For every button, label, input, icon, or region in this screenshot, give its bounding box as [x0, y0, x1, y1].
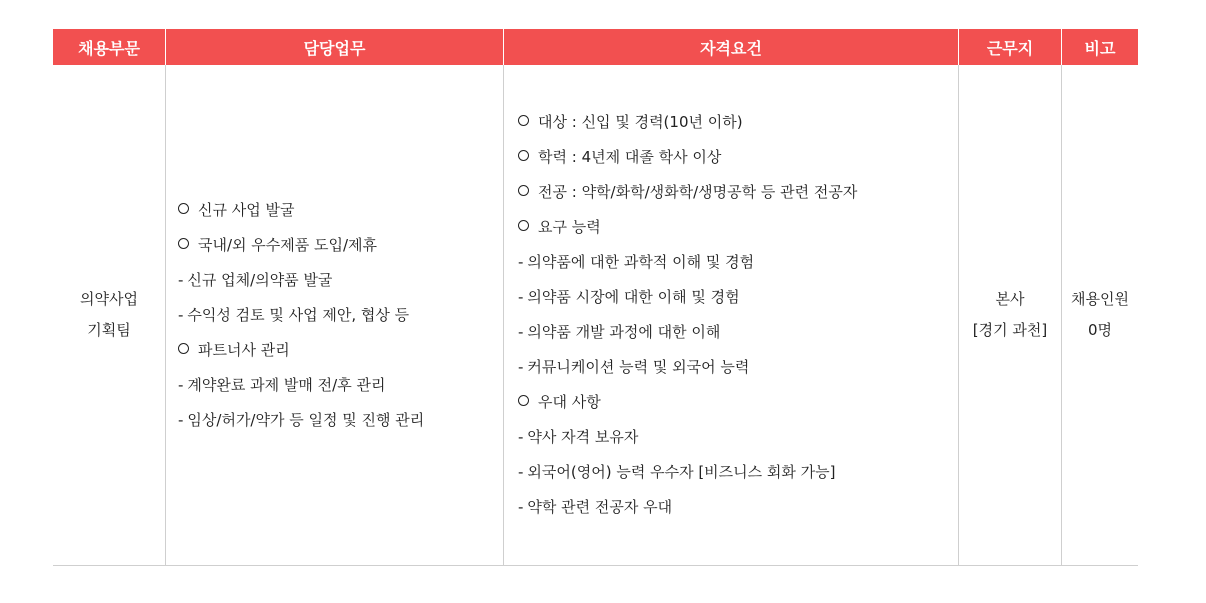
department-line: 의약사업: [80, 290, 138, 308]
table-header: [53, 29, 1138, 65]
dash-bullet: -: [178, 305, 184, 324]
circle-bullet-icon: [178, 343, 189, 354]
list-item: [518, 210, 857, 245]
dash-bullet: -: [178, 270, 184, 289]
list-item-text: 커뮤니케이션 능력 및 외국어 능력: [527, 358, 750, 376]
duties-cell: [166, 65, 504, 565]
list-item-text: 약학 관련 전공자 우대: [527, 498, 673, 516]
circle-bullet-icon: [518, 185, 529, 196]
list-item-text: 신규 사업 발굴: [198, 200, 295, 219]
list-item: [518, 420, 857, 455]
dash-bullet: -: [518, 323, 524, 341]
location-line: 본사: [995, 290, 1025, 308]
list-item: [518, 490, 857, 525]
list-item: [178, 193, 424, 228]
duties-list: [166, 193, 424, 438]
list-item-text: 국내/외 우수제품 도입/제휴: [198, 235, 378, 254]
location-cell: [959, 65, 1062, 565]
list-item: [178, 298, 424, 333]
list-item: [178, 333, 424, 368]
department-cell: [53, 65, 166, 565]
list-item-text: 의약품 시장에 대한 이해 및 경험: [527, 288, 740, 306]
list-item-text: 전공 : 약학/화학/생화학/생명공학 등 관련 전공자: [538, 183, 858, 201]
list-item: [518, 315, 857, 350]
header-note: 비고: [1084, 38, 1116, 58]
dash-bullet: -: [518, 463, 524, 481]
dash-bullet: -: [518, 428, 524, 446]
list-item-text: 약사 자격 보유자: [527, 428, 639, 446]
list-item-text: 신규 업체/의약품 발굴: [187, 270, 333, 289]
circle-bullet-icon: [178, 203, 189, 214]
list-item-text: 대상 : 신입 및 경력(10년 이하): [538, 113, 743, 131]
list-item-text: 학력 : 4년제 대졸 학사 이상: [538, 148, 722, 166]
header-requirements: 자격요건: [504, 29, 959, 65]
list-item-text: 의약품에 대한 과학적 이해 및 경험: [527, 253, 755, 271]
requirements-list: [504, 105, 857, 525]
list-item: [518, 245, 857, 280]
note-line: 0명: [1087, 321, 1113, 339]
location-line: [경기 과천]: [972, 321, 1048, 339]
dash-bullet: -: [178, 410, 184, 429]
circle-bullet-icon: [518, 115, 529, 126]
list-item: [178, 368, 424, 403]
list-item-text: 외국어(영어) 능력 우수자 [비즈니스 회화 가능]: [527, 463, 836, 481]
circle-bullet-icon: [518, 395, 529, 406]
list-item: [518, 385, 857, 420]
table-row: [53, 65, 1138, 566]
list-item-text: 요구 능력: [538, 218, 601, 236]
list-item-text: 계약완료 과제 발매 전/후 관리: [187, 375, 386, 394]
circle-bullet-icon: [518, 150, 529, 161]
list-item: [518, 455, 857, 490]
list-item: [178, 263, 424, 298]
list-item: [518, 350, 857, 385]
header-location: 근무지: [959, 29, 1062, 65]
list-item: [518, 175, 857, 210]
list-item-text: 의약품 개발 과정에 대한 이해: [527, 323, 721, 341]
list-item-text: 수익성 검토 및 사업 제안, 협상 등: [187, 305, 410, 324]
list-item-text: 임상/허가/약가 등 일정 및 진행 관리: [187, 410, 425, 429]
dash-bullet: -: [518, 288, 524, 306]
circle-bullet-icon: [518, 220, 529, 231]
list-item: [518, 280, 857, 315]
department-line: 기획팀: [87, 321, 131, 339]
note-cell: [1062, 65, 1138, 565]
header-department: 채용부문: [53, 29, 166, 65]
list-item: [518, 105, 857, 140]
note-line: 채용인원: [1071, 290, 1129, 308]
dash-bullet: -: [518, 253, 524, 271]
list-item-text: 우대 사항: [538, 393, 601, 411]
header-duties: 담당업무: [166, 29, 504, 65]
list-item: [518, 140, 857, 175]
dash-bullet: -: [518, 358, 524, 376]
dash-bullet: -: [178, 375, 184, 394]
recruitment-table: [53, 29, 1138, 566]
circle-bullet-icon: [178, 238, 189, 249]
requirements-cell: [504, 65, 959, 565]
list-item: [178, 403, 424, 438]
list-item-text: 파트너사 관리: [198, 340, 290, 359]
list-item: [178, 228, 424, 263]
dash-bullet: -: [518, 498, 524, 516]
